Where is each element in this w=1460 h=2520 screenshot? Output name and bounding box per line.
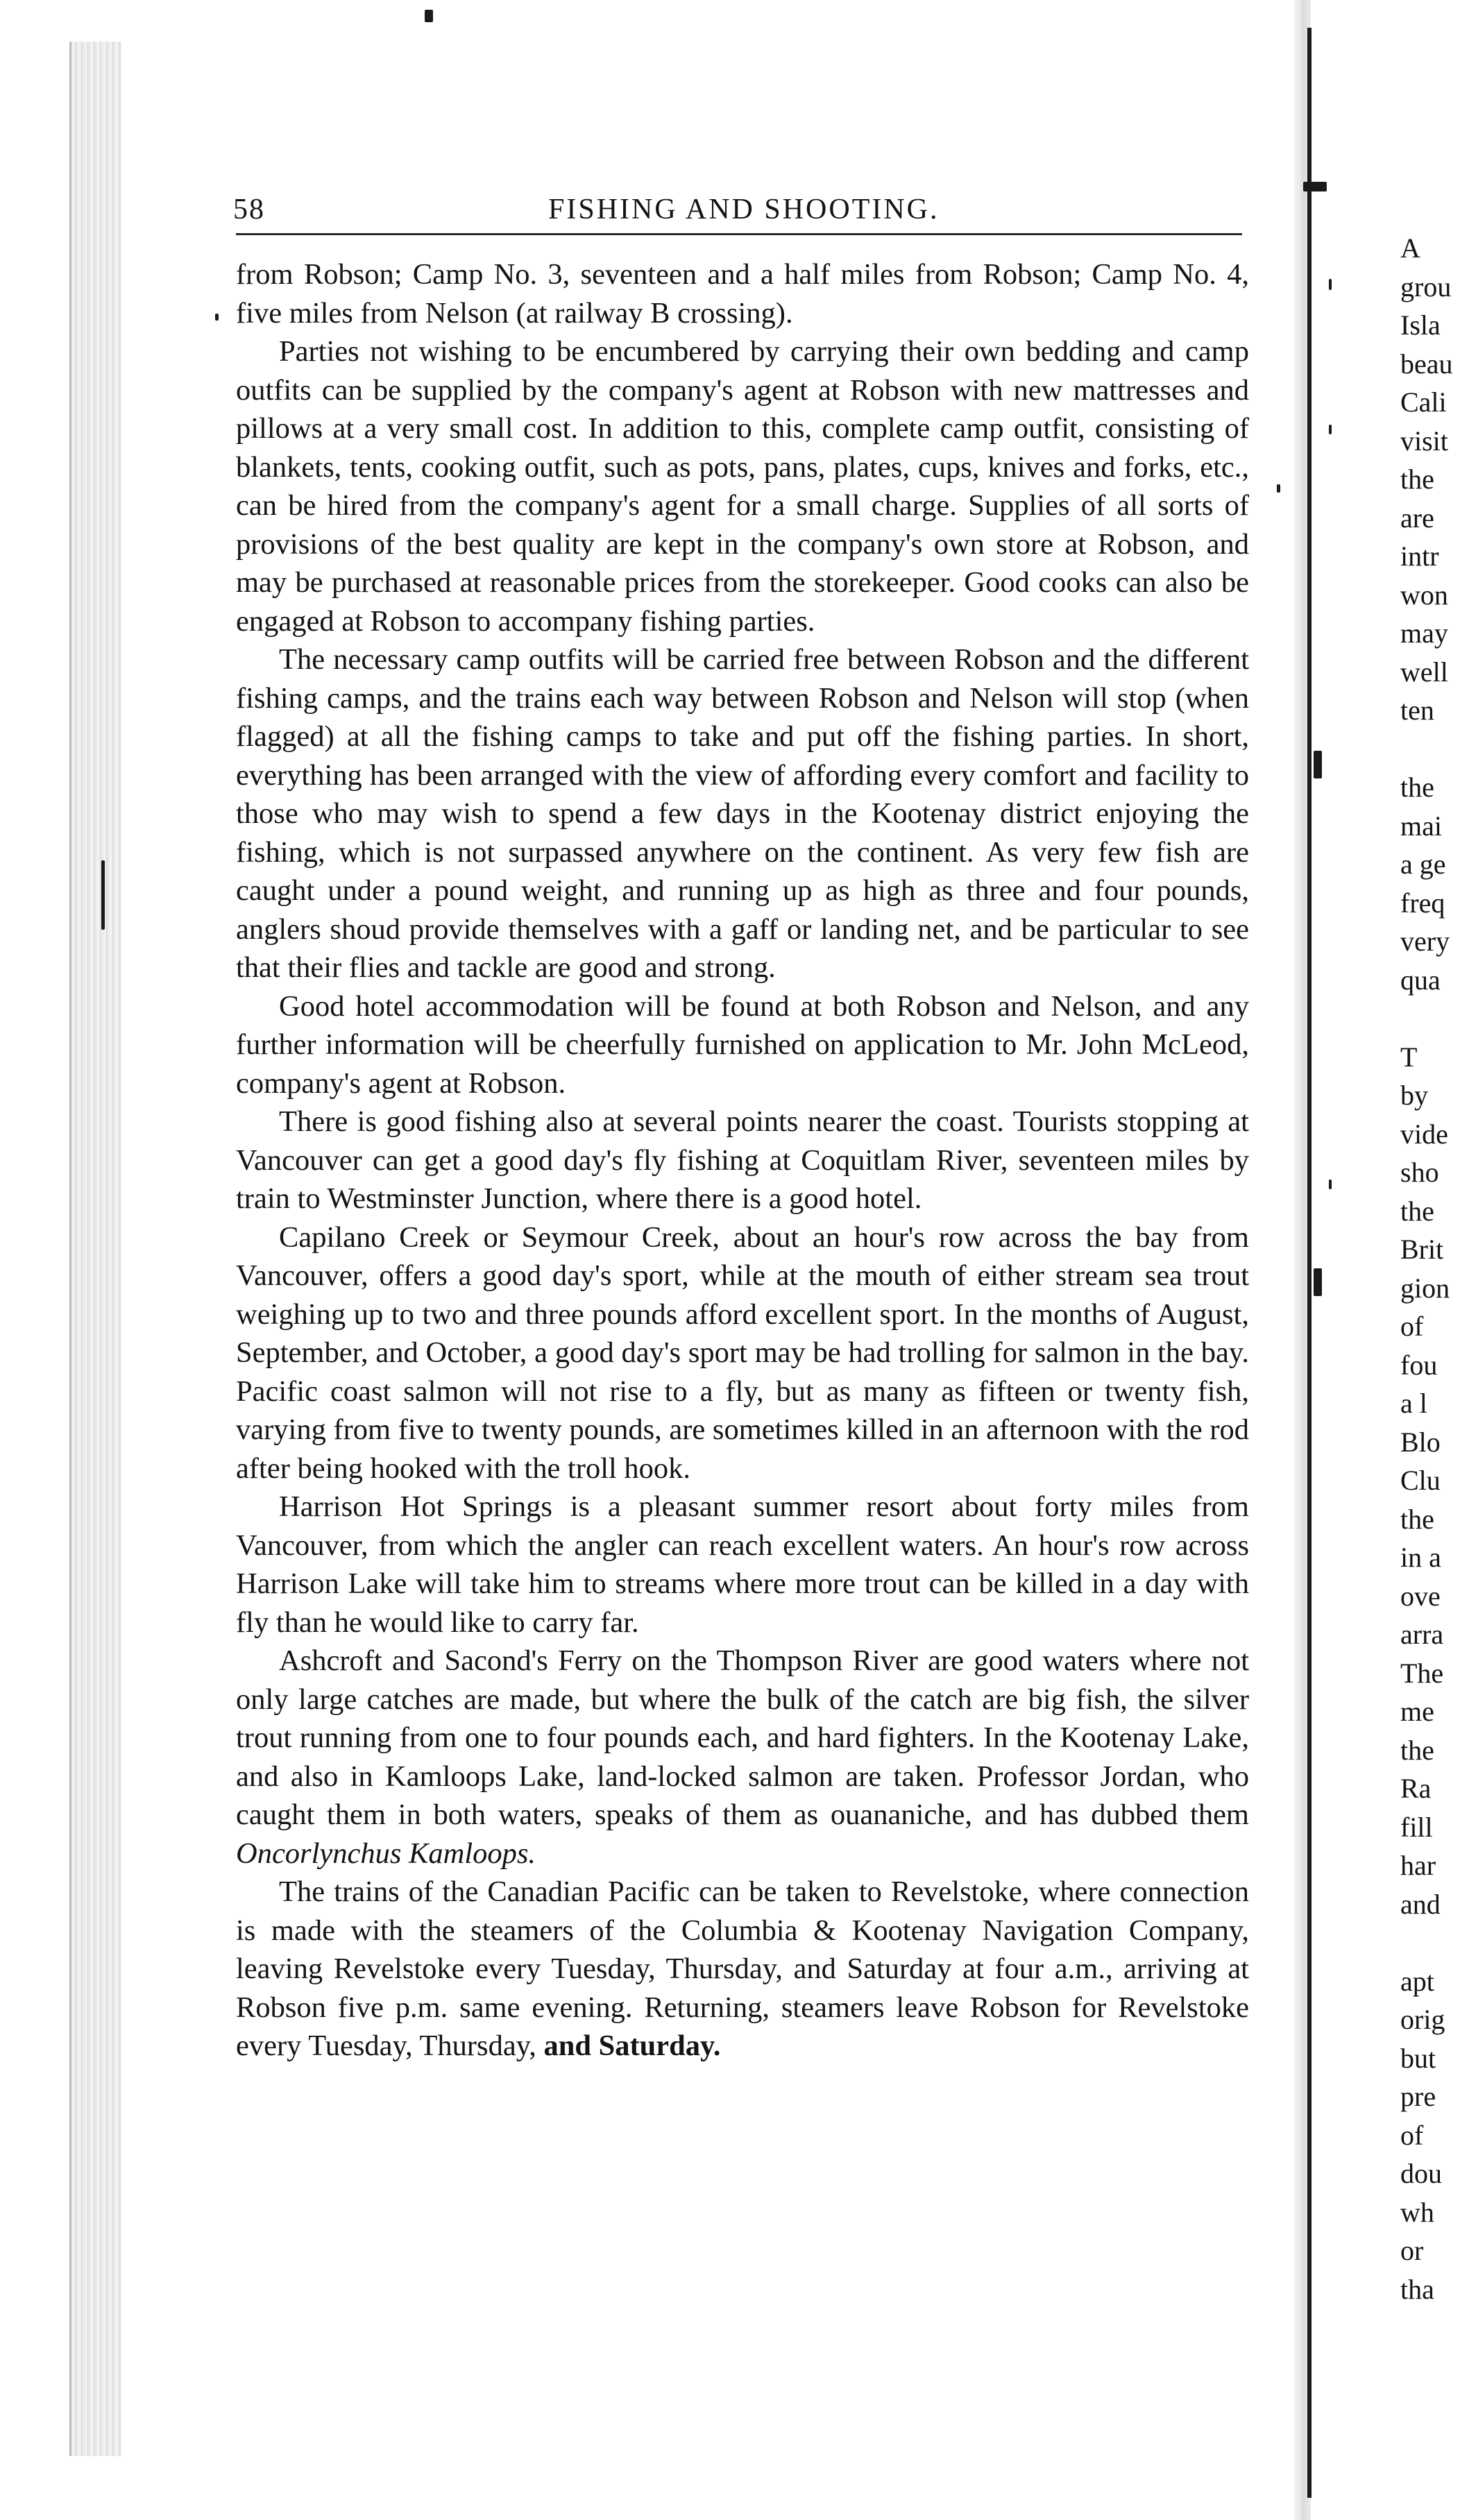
facing-page-fragment: T: [1400, 1041, 1418, 1073]
facing-page-fragment: dou: [1400, 2158, 1442, 2189]
facing-page-fragment: but: [1400, 2042, 1436, 2074]
paragraph-text: Ashcroft and Sacond's Ferry on the Thompson River are good waters where not only large catches are made, but where the bulk of the catch are big fish, the silver trout running from one to four pounds each, and hard fighters. In the Kootenay Lake, and also in Kamloops Lake, land-locked salmon are taken. Professor Jordan, who caught them in both waters, speaks of them as ouananiche, and has dubbed them: [236, 1644, 1249, 1831]
facing-page-fragment: grou: [1400, 271, 1452, 303]
facing-page-fragment: in a: [1400, 1542, 1441, 1573]
facing-page-fragment: wh: [1400, 2196, 1434, 2228]
binding-mark: [425, 10, 433, 22]
facing-page-fragment: gion: [1400, 1272, 1450, 1304]
paragraph: The necessary camp outfits will be carried free between Robson and the different fishing camps, and the trains each way between Robson and Nelson will stop (when flagged) at all the fishing camps to take and put off the fishing parties. In short, everything has been arranged with the view of affording every comfort and facility to those who may wish to spend a few days in the Kootenay district enjoying the fishing, which is not surpassed anywhere on the continent. As very few fish are caught under a pound weight, and running up as high as three and four pounds, anglers shoud provide themselves with a gaff or landing net, and be particular to see that their flies and tackle are good and strong.: [236, 643, 1249, 984]
binding-mark: [1314, 1268, 1322, 1296]
facing-page-fragment: Clu: [1400, 1465, 1441, 1496]
paragraph: [236, 1642, 1249, 1873]
facing-page-fragment: Blo: [1400, 1426, 1441, 1458]
facing-page-fragment: ove: [1400, 1580, 1441, 1612]
facing-page-fragment: of: [1400, 1311, 1424, 1342]
facing-page-fragment: fill: [1400, 1811, 1433, 1843]
paragraph: Parties not wishing to be encumbered by carrying their own bedding and camp outfits can be supplied by the company's agent at Robson with new mattresses and pillows at a very small cost. In addition to this, complete camp outfit, consisting of blankets, tents, cooking outfit, such as pots, pans, plates, cups, knives and forks, etc., can be hired from the company's agent for a small charge. Supplies of all sorts of provisions of the best quality are kept in the company's own store at Robson, and may be purchased at reasonable prices from the storekeeper. Good cooks can also be engaged at Robson to accompany fishing parties.: [236, 335, 1249, 638]
binding-mark: [215, 314, 219, 321]
running-title: FISHING AND SHOOTING.: [548, 194, 940, 225]
facing-page-fragment: may: [1400, 618, 1448, 649]
page-stack-edge: [69, 42, 121, 2456]
facing-page-fragment: the: [1400, 463, 1434, 495]
body-text: [236, 255, 1249, 2066]
facing-page-fragment: the: [1400, 1195, 1434, 1227]
binding-mark: [1329, 1180, 1332, 1189]
paragraph: Harrison Hot Springs is a pleasant summer resort about forty miles from Vancouver, from which the angler can reach excellent waters. An hour's row across Harrison Lake will take him to streams where more trout can be killed in a day with fly than he would like to carry far.: [236, 1490, 1249, 1639]
facing-page-fragment: the: [1400, 772, 1434, 803]
facing-page-fragment: vide: [1400, 1118, 1448, 1150]
closing-words: and Saturday.: [543, 2029, 721, 2062]
binding-mark: [101, 860, 105, 930]
facing-page-fragment: won: [1400, 579, 1448, 611]
facing-page-fragment: a l: [1400, 1388, 1427, 1419]
gutter-shadow-line: [1307, 28, 1312, 2498]
facing-page-fragment: qua: [1400, 964, 1441, 996]
facing-page-fragment: are: [1400, 502, 1434, 534]
facing-page-fragment: and: [1400, 1888, 1441, 1920]
facing-page-fragment: pre: [1400, 2081, 1436, 2112]
facing-page-fragment: tha: [1400, 2273, 1434, 2305]
facing-page-fragment: Isla: [1400, 309, 1441, 341]
binding-mark: [1329, 279, 1332, 290]
page-number: 58: [233, 194, 265, 225]
facing-page-fragment: har: [1400, 1850, 1436, 1881]
facing-page-fragment: Cali: [1400, 386, 1447, 418]
book-page: [229, 167, 1263, 2456]
facing-page-fragment: a ge: [1400, 849, 1446, 880]
facing-page-fragment: Brit: [1400, 1234, 1444, 1265]
species-name: Oncorlynchus Kamloops.: [236, 1837, 536, 1870]
paragraph: from Robson; Camp No. 3, seventeen and a half miles from Robson; Camp No. 4, five miles from Nelson (at railway B crossing).: [236, 258, 1249, 330]
facing-page-fragment: the: [1400, 1503, 1434, 1535]
facing-page-fragment: ten: [1400, 695, 1434, 726]
facing-page-fragment: orig: [1400, 2004, 1445, 2035]
facing-page-edge: [1400, 229, 1460, 2310]
binding-mark: [1329, 425, 1332, 434]
facing-page-fragment: arra: [1400, 1619, 1444, 1650]
binding-mark: [1277, 484, 1280, 493]
header-rule: [236, 233, 1242, 235]
running-head: [229, 185, 1256, 226]
facing-page-fragment: freq: [1400, 887, 1445, 919]
facing-page-fragment: of: [1400, 2119, 1424, 2151]
paragraph: [236, 1873, 1249, 2066]
facing-page-fragment: mai: [1400, 810, 1442, 842]
paragraph: There is good fishing also at several points nearer the coast. Tourists stopping at Vancouver can get a good day's fly fishing at Coquitlam River, seventeen miles by train to Westminster Junction, where there is a good hotel.: [236, 1105, 1249, 1215]
facing-page-fragment: A: [1400, 232, 1420, 264]
facing-page-fragment: apt: [1400, 1965, 1434, 1997]
facing-page-fragment: beau: [1400, 348, 1453, 380]
binding-mark: [1314, 751, 1322, 778]
facing-page-fragment: sho: [1400, 1157, 1439, 1188]
facing-page-fragment: or: [1400, 2235, 1424, 2266]
binding-mark: [1303, 182, 1327, 191]
facing-page-fragment: the: [1400, 1734, 1434, 1766]
facing-page-fragment: intr: [1400, 540, 1439, 572]
facing-page-fragment: fou: [1400, 1349, 1438, 1381]
facing-page-fragment: me: [1400, 1696, 1434, 1727]
facing-page-fragment: visit: [1400, 425, 1448, 457]
facing-page-fragment: very: [1400, 926, 1450, 957]
facing-page-fragment: well: [1400, 656, 1448, 688]
paragraph: Capilano Creek or Seymour Creek, about an hour's row across the bay from Vancouver, offers a good day's sport, while at the mouth of either stream sea trout weighing up to two and three pounds afford excellent sport. In the months of August, September, and October, a good day's sport may be had trolling for salmon in the bay. Pacific coast salmon will not rise to a fly, but as many as fifteen or twenty fish, varying from five to twenty pounds, are sometimes killed in an afternoon with the rod after being hooked with the troll hook.: [236, 1220, 1250, 1485]
paragraph: Good hotel accommodation will be found at both Robson and Nelson, and any further information will be cheerfully furnished on application to Mr. John McLeod, company's agent at Robson.: [236, 989, 1249, 1100]
facing-page-fragment: Ra: [1400, 1773, 1432, 1804]
paragraph-text: The trains of the Canadian Pacific can be taken to Revelstoke, where connection is made with the steamers of the Columbia & Kootenay Navigation Company, leaving Revelstoke every Tuesday, Thursday, and Saturday at four a.m., arriving at Robson five p.m. same evening. Returning, steamers leave Robson for Revelstoke every Tuesday, Thursday,: [236, 1875, 1249, 2062]
facing-page-fragment: by: [1400, 1080, 1428, 1111]
facing-page-fragment: The: [1400, 1657, 1444, 1689]
